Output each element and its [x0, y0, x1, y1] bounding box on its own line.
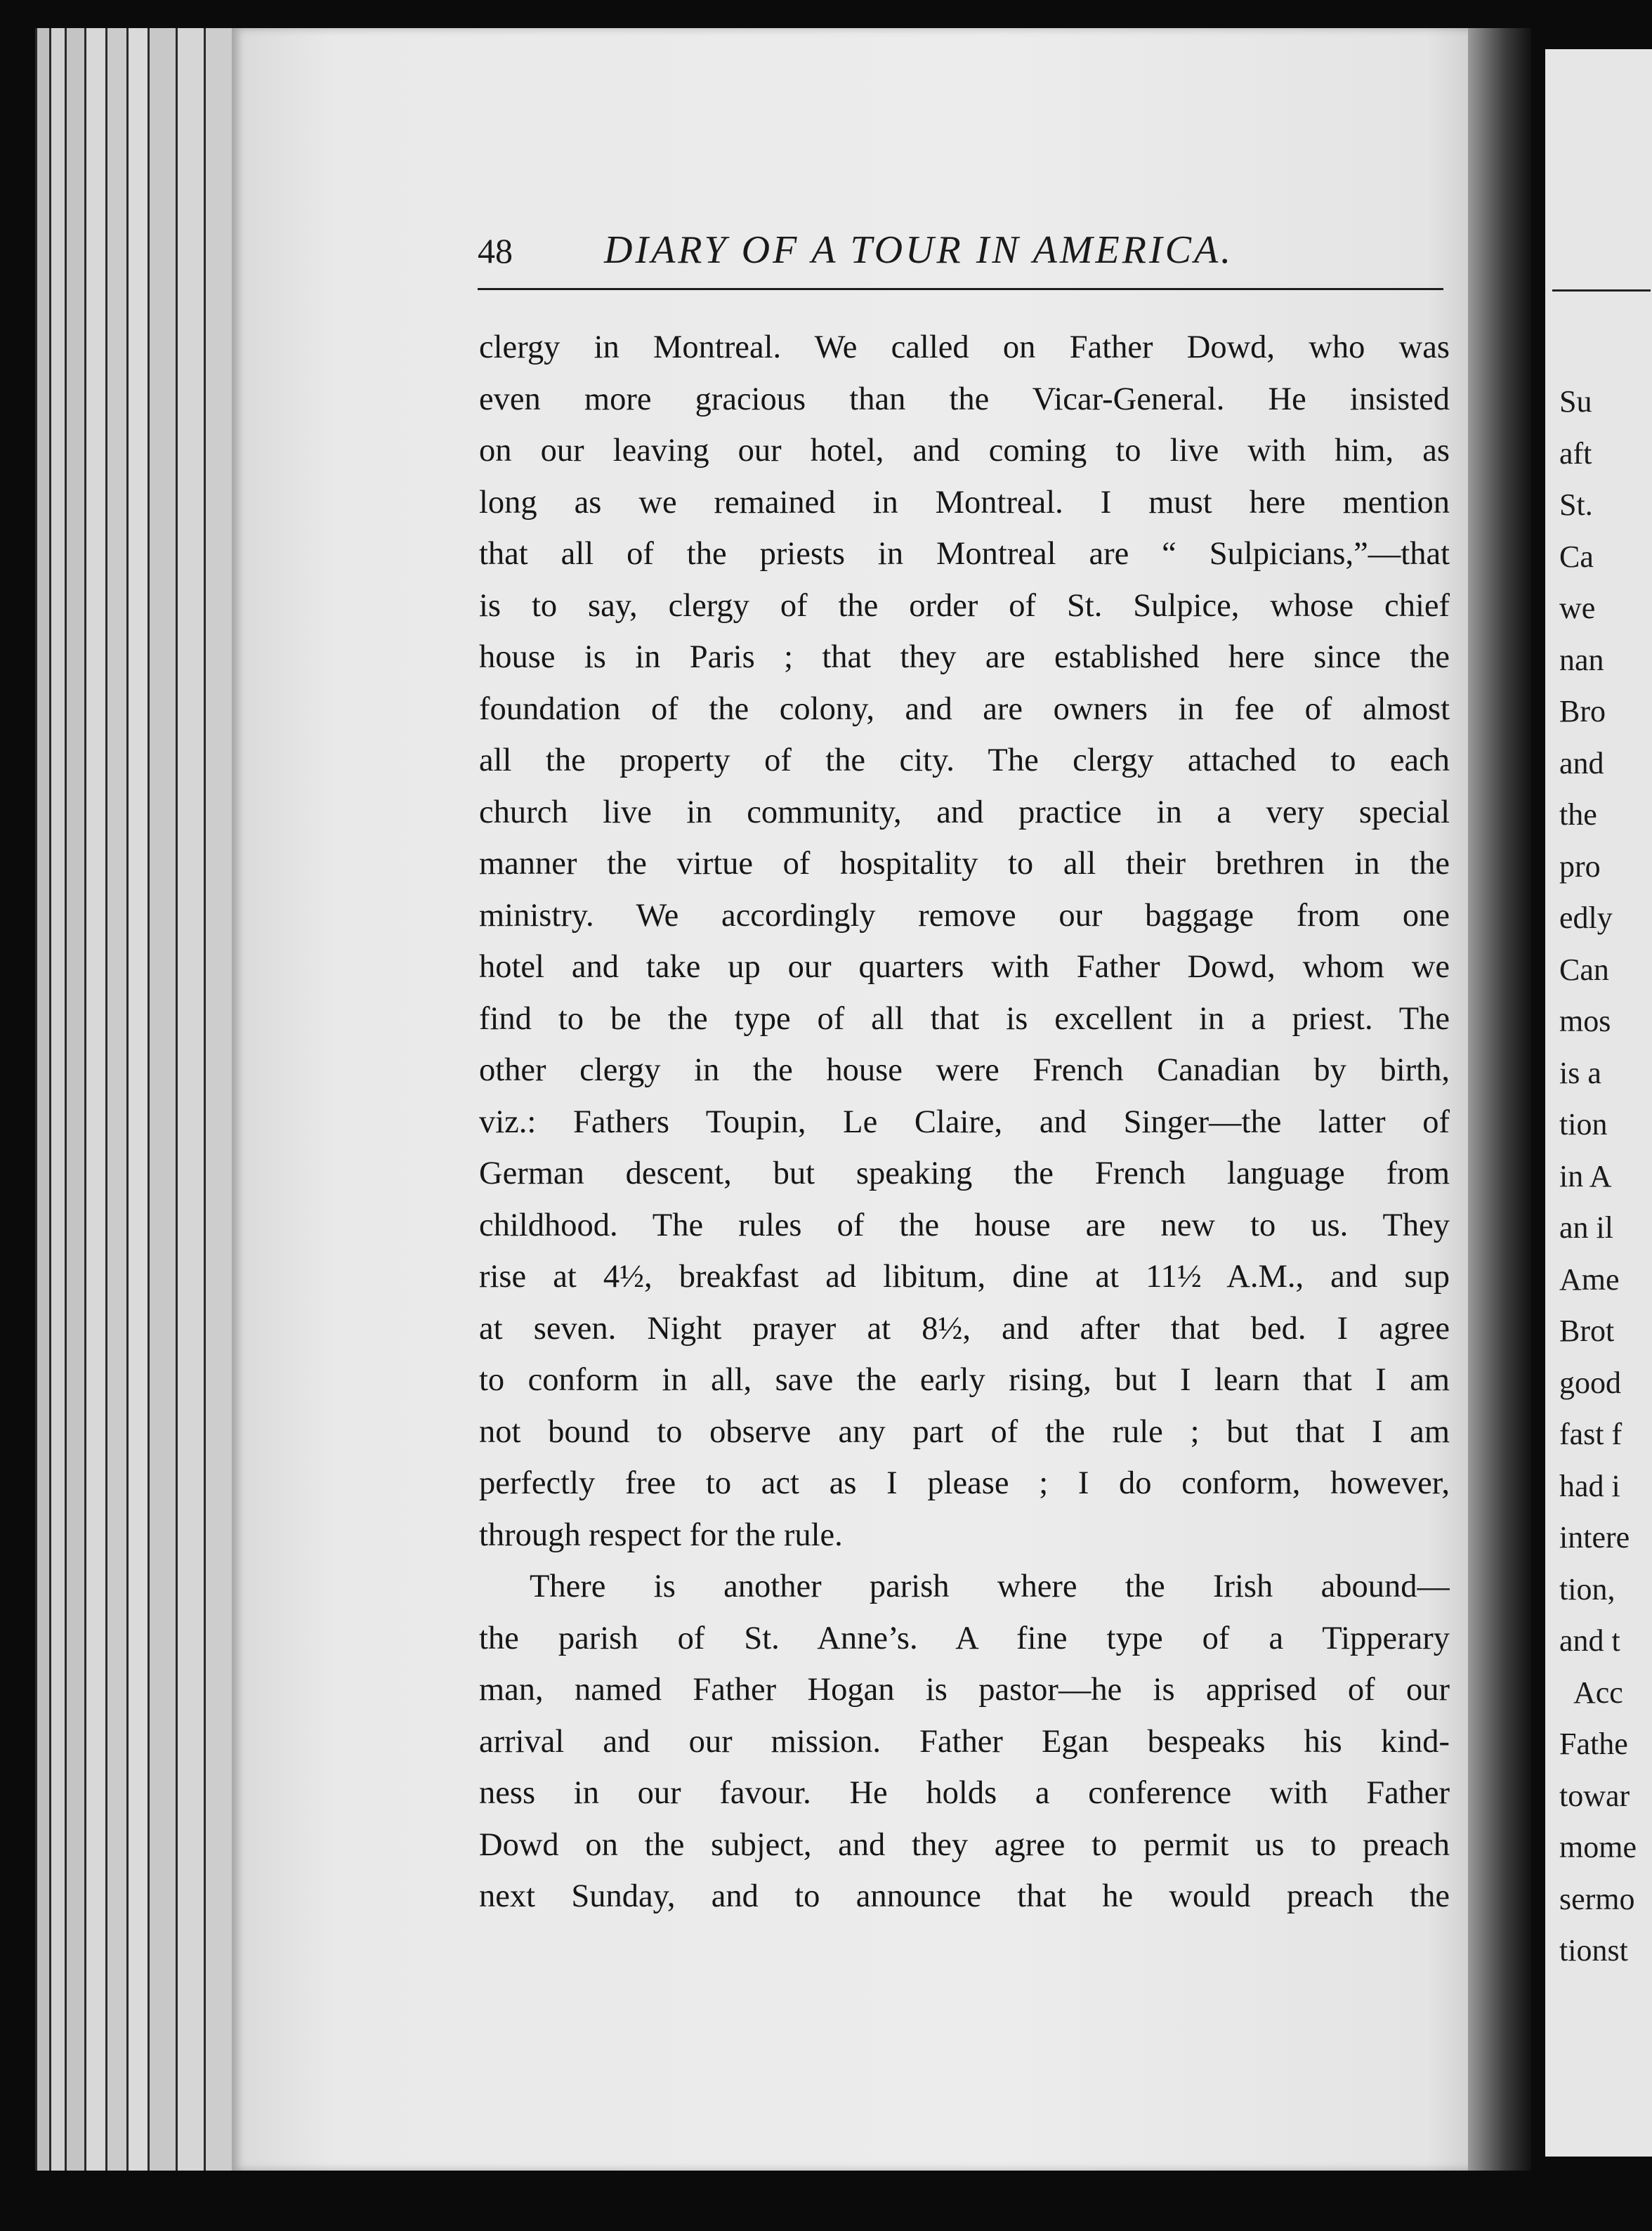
text-line: clergy in Montreal. We called on Father Dowd, who was [479, 329, 1450, 365]
facing-text-line: we [1559, 591, 1596, 625]
facing-text-line: Can [1559, 952, 1609, 987]
facing-text-line: mos [1559, 1004, 1611, 1038]
text-line: other clergy in the house were French Canadian by birth, [479, 1052, 1450, 1088]
text-line: at seven. Night prayer at 8½, and after that bed. I agree [479, 1310, 1450, 1347]
facing-header-rule [1552, 289, 1651, 292]
text-line: manner the virtue of hospitality to all their brethren in the [479, 846, 1450, 882]
text-line: through respect for the rule. [479, 1517, 843, 1553]
facing-text-line: sermo [1559, 1881, 1635, 1916]
facing-text-line: mome [1559, 1830, 1637, 1864]
text-line: house is in Paris ; that they are established here since the [479, 639, 1450, 675]
text-line: arrival and our mission. Father Egan bespeaks his kind- [479, 1723, 1450, 1760]
text-line: is to say, clergy of the order of St. Sulpice, whose chief [479, 587, 1450, 624]
book-gutter [1468, 28, 1531, 2171]
text-line: church live in community, and practice in a very special [479, 794, 1450, 830]
facing-text-line: had i [1559, 1468, 1620, 1503]
facing-text-line: good [1559, 1365, 1621, 1400]
text-line: Dowd on the subject, and they agree to permit us to preach [479, 1826, 1450, 1863]
facing-text-line: tion, [1559, 1571, 1615, 1607]
text-line: rise at 4½, breakfast ad libitum, dine at 11½ A.M., and sup [479, 1259, 1450, 1295]
page-header [478, 223, 1447, 280]
facing-text-line: and t [1559, 1623, 1620, 1658]
facing-text-line: fast f [1559, 1417, 1622, 1451]
facing-text-line: Su [1559, 384, 1592, 419]
body-text [479, 322, 1450, 1923]
text-line: childhood. The rules of the house are new to us. They [479, 1207, 1450, 1243]
facing-text-line: tionst [1559, 1933, 1628, 1968]
text-line: viz.: Fathers Toupin, Le Claire, and Singer—the latter of [479, 1104, 1450, 1140]
facing-text-line: edly [1559, 901, 1613, 935]
text-line: find to be the type of all that is excellent in a priest. The [479, 1000, 1450, 1037]
facing-text-line: Brot [1559, 1314, 1615, 1348]
text-line: hotel and take up our quarters with Father Dowd, whom we [479, 949, 1450, 985]
text-line: perfectly free to act as I please ; I do conform, however, [479, 1465, 1450, 1501]
facing-text-line: Bro [1559, 694, 1606, 728]
facing-text-line: Ame [1559, 1262, 1620, 1297]
facing-text-line: the [1559, 797, 1597, 832]
text-line: foundation of the colony, and are owners in fee of almost [479, 691, 1450, 727]
facing-text-line: in A [1559, 1158, 1612, 1193]
text-line: next Sunday, and to announce that he would preach the [479, 1878, 1450, 1914]
facing-text-line: nan [1559, 642, 1604, 677]
text-line: that all of the priests in Montreal are “ Sulpicians,”—that [479, 536, 1450, 572]
text-line: not bound to observe any part of the rule ; but that I am [479, 1413, 1450, 1450]
facing-text-line: an il [1559, 1210, 1613, 1245]
facing-text-line: and [1559, 745, 1604, 780]
text-line: ministry. We accordingly remove our baggage from one [479, 897, 1450, 934]
text-line: German descent, but speaking the French language from [479, 1156, 1450, 1191]
page-edge-stack [35, 28, 246, 2171]
facing-text-line: is a [1559, 1055, 1601, 1090]
text-line: all the property of the city. The clergy attached to each [479, 742, 1450, 778]
text-line: ness in our favour. He holds a conference with Father [479, 1775, 1450, 1811]
text-line: to conform in all, save the early rising, but I learn that I am [479, 1362, 1450, 1398]
facing-page-text [1559, 376, 1637, 1977]
text-line: on our leaving our hotel, and coming to live with him, as [479, 433, 1450, 469]
facing-text-line: Acc [1573, 1675, 1623, 1710]
facing-text-line: Fathe [1559, 1727, 1628, 1761]
text-line: man, named Father Hogan is pastor—he is apprised of our [479, 1672, 1450, 1708]
facing-text-line: Ca [1559, 539, 1594, 574]
page-number: 48 [478, 231, 513, 270]
facing-text-line: pro [1559, 849, 1601, 884]
facing-text-line: intere [1559, 1520, 1630, 1555]
header-rule [478, 288, 1443, 290]
facing-text-line: tion [1559, 1107, 1608, 1141]
facing-text-line: aft [1559, 436, 1592, 471]
running-title: DIARY OF A TOUR IN AMERICA. [604, 228, 1234, 272]
text-line: even more gracious than the Vicar-General. He insisted [479, 381, 1450, 417]
text-line: There is another parish where the Irish abound— [530, 1569, 1450, 1604]
text-line: long as we remained in Montreal. I must here mention [479, 484, 1450, 521]
facing-text-line: towar [1559, 1778, 1630, 1813]
facing-text-line: St. [1559, 488, 1593, 522]
text-line: the parish of St. Anne’s. A fine type of a Tipperary [479, 1620, 1450, 1656]
facing-page [1545, 49, 1652, 2157]
